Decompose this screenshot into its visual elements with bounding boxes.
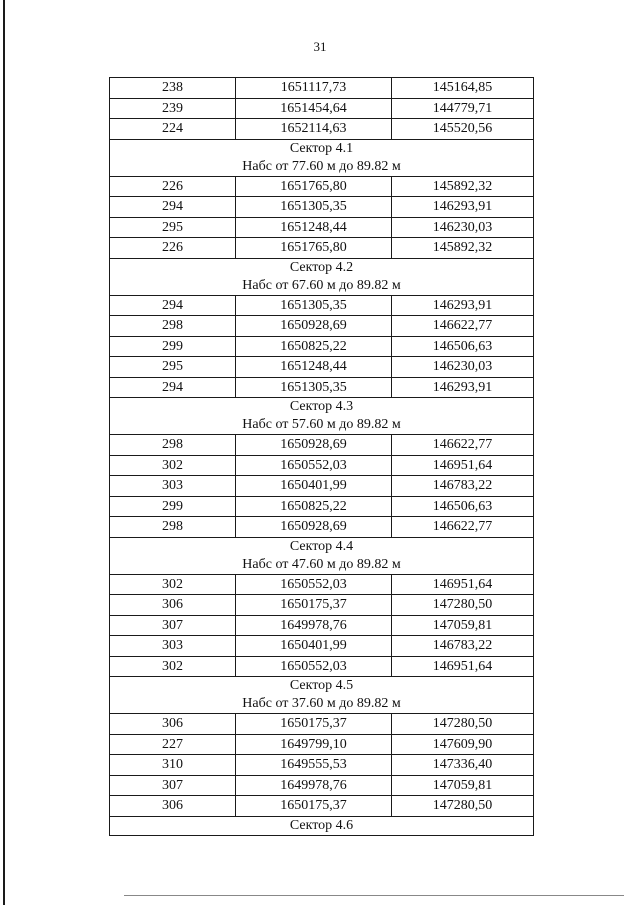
point-number-cell: 226: [110, 176, 236, 197]
point-number-cell: 306: [110, 595, 236, 616]
point-number-cell: 295: [110, 357, 236, 378]
table-row: [110, 656, 534, 677]
y-coordinate-cell: 146230,03: [392, 217, 534, 238]
table-row: [110, 517, 534, 538]
table-row: [110, 775, 534, 796]
point-number-cell: 294: [110, 197, 236, 218]
sector-height-range: Набс от 37.60 м до 89.82 м: [242, 696, 401, 711]
table-row: [110, 217, 534, 238]
x-coordinate-cell: 1650825,22: [236, 336, 392, 357]
point-number-cell: 298: [110, 517, 236, 538]
x-coordinate-cell: 1650175,37: [236, 714, 392, 735]
y-coordinate-cell: 146506,63: [392, 336, 534, 357]
sector-header-row: [110, 677, 534, 714]
table-row: [110, 98, 534, 119]
table-row: [110, 377, 534, 398]
sector-height-range: Набс от 57.60 м до 89.82 м: [242, 417, 401, 432]
scan-edge-line: [3, 0, 5, 905]
sector-header-row: [110, 537, 534, 574]
point-number-cell: 303: [110, 476, 236, 497]
table-row: [110, 336, 534, 357]
point-number-cell: 294: [110, 295, 236, 316]
x-coordinate-cell: 1651305,35: [236, 295, 392, 316]
y-coordinate-cell: 146951,64: [392, 574, 534, 595]
y-coordinate-cell: 146506,63: [392, 496, 534, 517]
table-row: [110, 496, 534, 517]
x-coordinate-cell: 1650401,99: [236, 476, 392, 497]
table-row: [110, 755, 534, 776]
sector-title: Сектор 4.2: [289, 259, 354, 275]
x-coordinate-cell: 1650928,69: [236, 517, 392, 538]
x-coordinate-cell: 1649799,10: [236, 734, 392, 755]
sector-title: Сектор 4.3: [289, 399, 354, 414]
sector-height-range: Набс от 77.60 м до 89.82 м: [242, 158, 401, 174]
point-number-cell: 307: [110, 775, 236, 796]
point-number-cell: 239: [110, 98, 236, 119]
table-row: [110, 176, 534, 197]
y-coordinate-cell: 146951,64: [392, 656, 534, 677]
point-number-cell: 310: [110, 755, 236, 776]
y-coordinate-cell: 147336,40: [392, 755, 534, 776]
sector-header-cell: [110, 816, 534, 835]
table-row: [110, 796, 534, 817]
sector-header-cell: [110, 677, 534, 714]
y-coordinate-cell: 146293,91: [392, 377, 534, 398]
y-coordinate-cell: 147059,81: [392, 615, 534, 636]
table-row: [110, 295, 534, 316]
x-coordinate-cell: 1649978,76: [236, 615, 392, 636]
point-number-cell: 224: [110, 119, 236, 140]
table-row: [110, 734, 534, 755]
y-coordinate-cell: 146230,03: [392, 357, 534, 378]
sector-header-cell: [110, 537, 534, 574]
x-coordinate-cell: 1650175,37: [236, 796, 392, 817]
x-coordinate-cell: 1650825,22: [236, 496, 392, 517]
sector-height-range: Набс от 47.60 м до 89.82 м: [242, 556, 401, 572]
x-coordinate-cell: 1650175,37: [236, 595, 392, 616]
table-row: [110, 595, 534, 616]
y-coordinate-cell: 146783,22: [392, 636, 534, 657]
x-coordinate-cell: 1651117,73: [236, 78, 392, 99]
sector-title: Сектор 4.4: [289, 538, 354, 554]
x-coordinate-cell: 1651305,35: [236, 377, 392, 398]
x-coordinate-cell: 1650552,03: [236, 656, 392, 677]
sector-header-cell: [110, 139, 534, 176]
x-coordinate-cell: 1651454,64: [236, 98, 392, 119]
x-coordinate-cell: 1651765,80: [236, 176, 392, 197]
x-coordinate-cell: 1650401,99: [236, 636, 392, 657]
x-coordinate-cell: 1649978,76: [236, 775, 392, 796]
point-number-cell: 306: [110, 796, 236, 817]
table-row: [110, 435, 534, 456]
point-number-cell: 238: [110, 78, 236, 99]
point-number-cell: 302: [110, 656, 236, 677]
x-coordinate-cell: 1649555,53: [236, 755, 392, 776]
y-coordinate-cell: 145520,56: [392, 119, 534, 140]
y-coordinate-cell: 144779,71: [392, 98, 534, 119]
y-coordinate-cell: 146293,91: [392, 295, 534, 316]
x-coordinate-cell: 1650552,03: [236, 455, 392, 476]
y-coordinate-cell: 146622,77: [392, 435, 534, 456]
point-number-cell: 302: [110, 574, 236, 595]
y-coordinate-cell: 145164,85: [392, 78, 534, 99]
sector-title: Сектор 4.5: [289, 678, 354, 693]
table-row: [110, 357, 534, 378]
table-row: [110, 636, 534, 657]
x-coordinate-cell: 1651765,80: [236, 238, 392, 259]
point-number-cell: 307: [110, 615, 236, 636]
y-coordinate-cell: 146293,91: [392, 197, 534, 218]
sector-header-cell: [110, 398, 534, 435]
table-row: [110, 197, 534, 218]
y-coordinate-cell: 147280,50: [392, 796, 534, 817]
sector-title: Сектор 4.6: [289, 817, 354, 833]
point-number-cell: 303: [110, 636, 236, 657]
table-row: [110, 78, 534, 99]
table-row: [110, 615, 534, 636]
y-coordinate-cell: 146951,64: [392, 455, 534, 476]
y-coordinate-cell: 146783,22: [392, 476, 534, 497]
sector-header-row: [110, 258, 534, 295]
table-row: [110, 574, 534, 595]
x-coordinate-cell: 1651248,44: [236, 357, 392, 378]
x-coordinate-cell: 1651248,44: [236, 217, 392, 238]
point-number-cell: 306: [110, 714, 236, 735]
point-number-cell: 295: [110, 217, 236, 238]
x-coordinate-cell: 1650928,69: [236, 435, 392, 456]
x-coordinate-cell: 1650552,03: [236, 574, 392, 595]
y-coordinate-cell: 147609,90: [392, 734, 534, 755]
sector-header-row: [110, 816, 534, 835]
footer-rule: [124, 895, 624, 896]
page-number: 31: [313, 39, 327, 54]
y-coordinate-cell: 145892,32: [392, 238, 534, 259]
table-row: [110, 476, 534, 497]
point-number-cell: 299: [110, 496, 236, 517]
sector-header-cell: [110, 258, 534, 295]
x-coordinate-cell: 1650928,69: [236, 316, 392, 337]
point-number-cell: 294: [110, 377, 236, 398]
y-coordinate-cell: 146622,77: [392, 517, 534, 538]
y-coordinate-cell: 145892,32: [392, 176, 534, 197]
x-coordinate-cell: 1651305,35: [236, 197, 392, 218]
sector-header-row: [110, 398, 534, 435]
table-row: [110, 455, 534, 476]
coordinates-table: [109, 77, 534, 836]
table-row: [110, 316, 534, 337]
table-row: [110, 119, 534, 140]
x-coordinate-cell: 1652114,63: [236, 119, 392, 140]
sector-height-range: Набс от 67.60 м до 89.82 м: [242, 277, 401, 293]
point-number-cell: 226: [110, 238, 236, 259]
point-number-cell: 302: [110, 455, 236, 476]
point-number-cell: 298: [110, 435, 236, 456]
point-number-cell: 299: [110, 336, 236, 357]
coordinates-table-body: [110, 78, 534, 836]
y-coordinate-cell: 146622,77: [392, 316, 534, 337]
y-coordinate-cell: 147280,50: [392, 714, 534, 735]
table-row: [110, 238, 534, 259]
sector-title: Сектор 4.1: [289, 140, 354, 156]
point-number-cell: 227: [110, 734, 236, 755]
y-coordinate-cell: 147059,81: [392, 775, 534, 796]
point-number-cell: 298: [110, 316, 236, 337]
sector-header-row: [110, 139, 534, 176]
table-row: [110, 714, 534, 735]
y-coordinate-cell: 147280,50: [392, 595, 534, 616]
